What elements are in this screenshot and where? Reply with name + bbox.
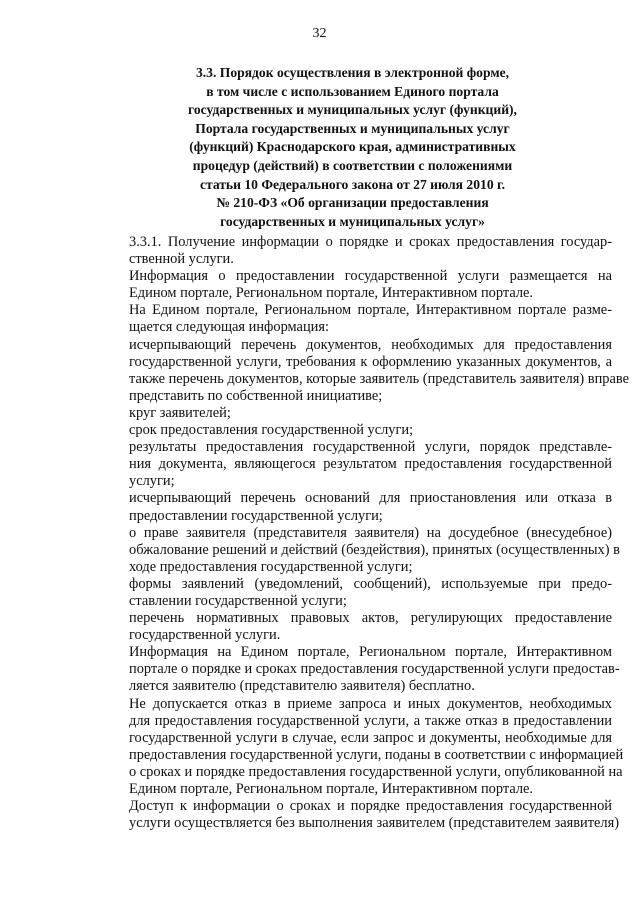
paragraph-line: предоставления государственной услуги, поданы в соответствии с информацией <box>129 746 624 763</box>
section-heading <box>150 64 555 231</box>
paragraph <box>91 234 612 268</box>
paragraph <box>91 695 624 799</box>
paragraph-line: обжалование решений и действий (бездействия), принятых (осуществленных) в <box>129 541 620 558</box>
paragraph-line: ния документа, являющегося результатом предоставления государственной <box>129 456 612 473</box>
paragraph <box>91 439 612 490</box>
paragraph-line: перечень нормативных правовых актов, регулирующих предоставление <box>129 610 612 627</box>
paragraph-line: Информация на Едином портале, Региональном портале, Интерактивном <box>129 644 612 661</box>
paragraph-line: ходе предоставления государственной услуги; <box>129 558 413 575</box>
paragraph-line: круг заявителей; <box>129 404 231 421</box>
paragraph-line: Информация о предоставлении государственной услуги размещается на <box>129 268 612 285</box>
paragraph-line: услуги; <box>129 473 175 490</box>
paragraph <box>91 490 612 524</box>
paragraph-line: о сроках и порядке предоставления государственной услуги, опубликованной на <box>129 763 623 780</box>
paragraph-line: ственной услуги. <box>129 251 234 268</box>
paragraph <box>91 798 619 832</box>
paragraph-line: государственной услуги, требования к оформлению указанных документов, а <box>129 353 612 370</box>
paragraph-line: портале о порядке и сроках предоставления государственной услуги предостав- <box>129 661 620 678</box>
page-number: 32 <box>312 26 327 41</box>
heading-line: статьи 10 Федерального закона от 27 июля 2010 г. <box>199 176 506 192</box>
paragraph-line: государственной услуги. <box>129 627 281 644</box>
paragraph-line: Не допускается отказ в приеме запроса и иных документов, необходимых <box>129 695 612 712</box>
paragraph-line: для предоставления государственной услуги, а также отказ в предоставлении <box>129 712 612 729</box>
paragraph <box>91 576 612 610</box>
heading-line: (функций) Краснодарского края, административных <box>189 139 516 155</box>
paragraph-line: результаты предоставления государственной услуги, порядок представле- <box>129 439 612 456</box>
paragraph <box>91 268 612 302</box>
paragraph-line: срок предоставления государственной услуги; <box>129 422 414 439</box>
heading-line: Портала государственных и муниципальных услуг <box>195 120 510 136</box>
paragraph-line: государственной услуги в случае, если запрос и документы, необходимые для <box>129 729 612 746</box>
heading-line: № 210-ФЗ «Об организации предоставления <box>216 195 489 211</box>
paragraph-line: ставлении государственной услуги; <box>129 592 347 609</box>
paragraph <box>91 644 620 695</box>
body-text <box>91 234 629 832</box>
paragraph-line: На Едином портале, Региональном портале, Интерактивном портале разме- <box>129 302 612 319</box>
paragraph-line: Доступ к информации о сроках и порядке предоставления государственной <box>129 798 612 815</box>
paragraph <box>91 524 620 576</box>
paragraph-line: также перечень документов, которые заявитель (представитель заявителя) вправе <box>129 370 629 387</box>
paragraph-line: Едином портале, Региональном портале, Интерактивном портале. <box>129 285 534 302</box>
paragraph-line: предоставлении государственной услуги; <box>129 507 383 524</box>
paragraph-line: исчерпывающий перечень оснований для приостановления или отказа в <box>129 490 612 507</box>
heading-line: государственных и муниципальных услуг (функций), <box>188 102 517 118</box>
paragraph-line: исчерпывающий перечень документов, необходимых для предоставления <box>129 336 612 353</box>
paragraph-line: Едином портале, Региональном портале, Интерактивном портале. <box>129 781 534 797</box>
paragraph-line: услуги осуществляется без выполнения заявителем (представителем заявителя) <box>129 815 619 832</box>
paragraph <box>91 405 612 422</box>
heading-line: в том числе с использованием Единого портала <box>206 83 499 99</box>
paragraph-line: формы заявлений (уведомлений, сообщений), используемые при предо- <box>129 575 612 592</box>
paragraph <box>91 610 612 644</box>
paragraph-line: представить по собственной инициативе; <box>129 387 383 404</box>
paragraph <box>91 302 612 336</box>
paragraph-line: 3.3.1. Получение информации о порядке и сроках предоставления государ- <box>129 234 612 250</box>
paragraph-line: о праве заявителя (представителя заявителя) на досудебное (внесудебное) <box>129 524 612 541</box>
heading-line: 3.3. Порядок осуществления в электронной форме, <box>195 65 510 80</box>
heading-line: государственных и муниципальных услуг» <box>220 213 485 229</box>
paragraph-line: щается следующая информация: <box>129 319 329 336</box>
heading-line: процедур (действий) в соответствии с положениями <box>192 157 513 173</box>
paragraph <box>91 422 612 439</box>
paragraph-line: ляется заявителю (представителю заявителя) бесплатно. <box>129 678 475 695</box>
paragraph <box>91 336 629 405</box>
